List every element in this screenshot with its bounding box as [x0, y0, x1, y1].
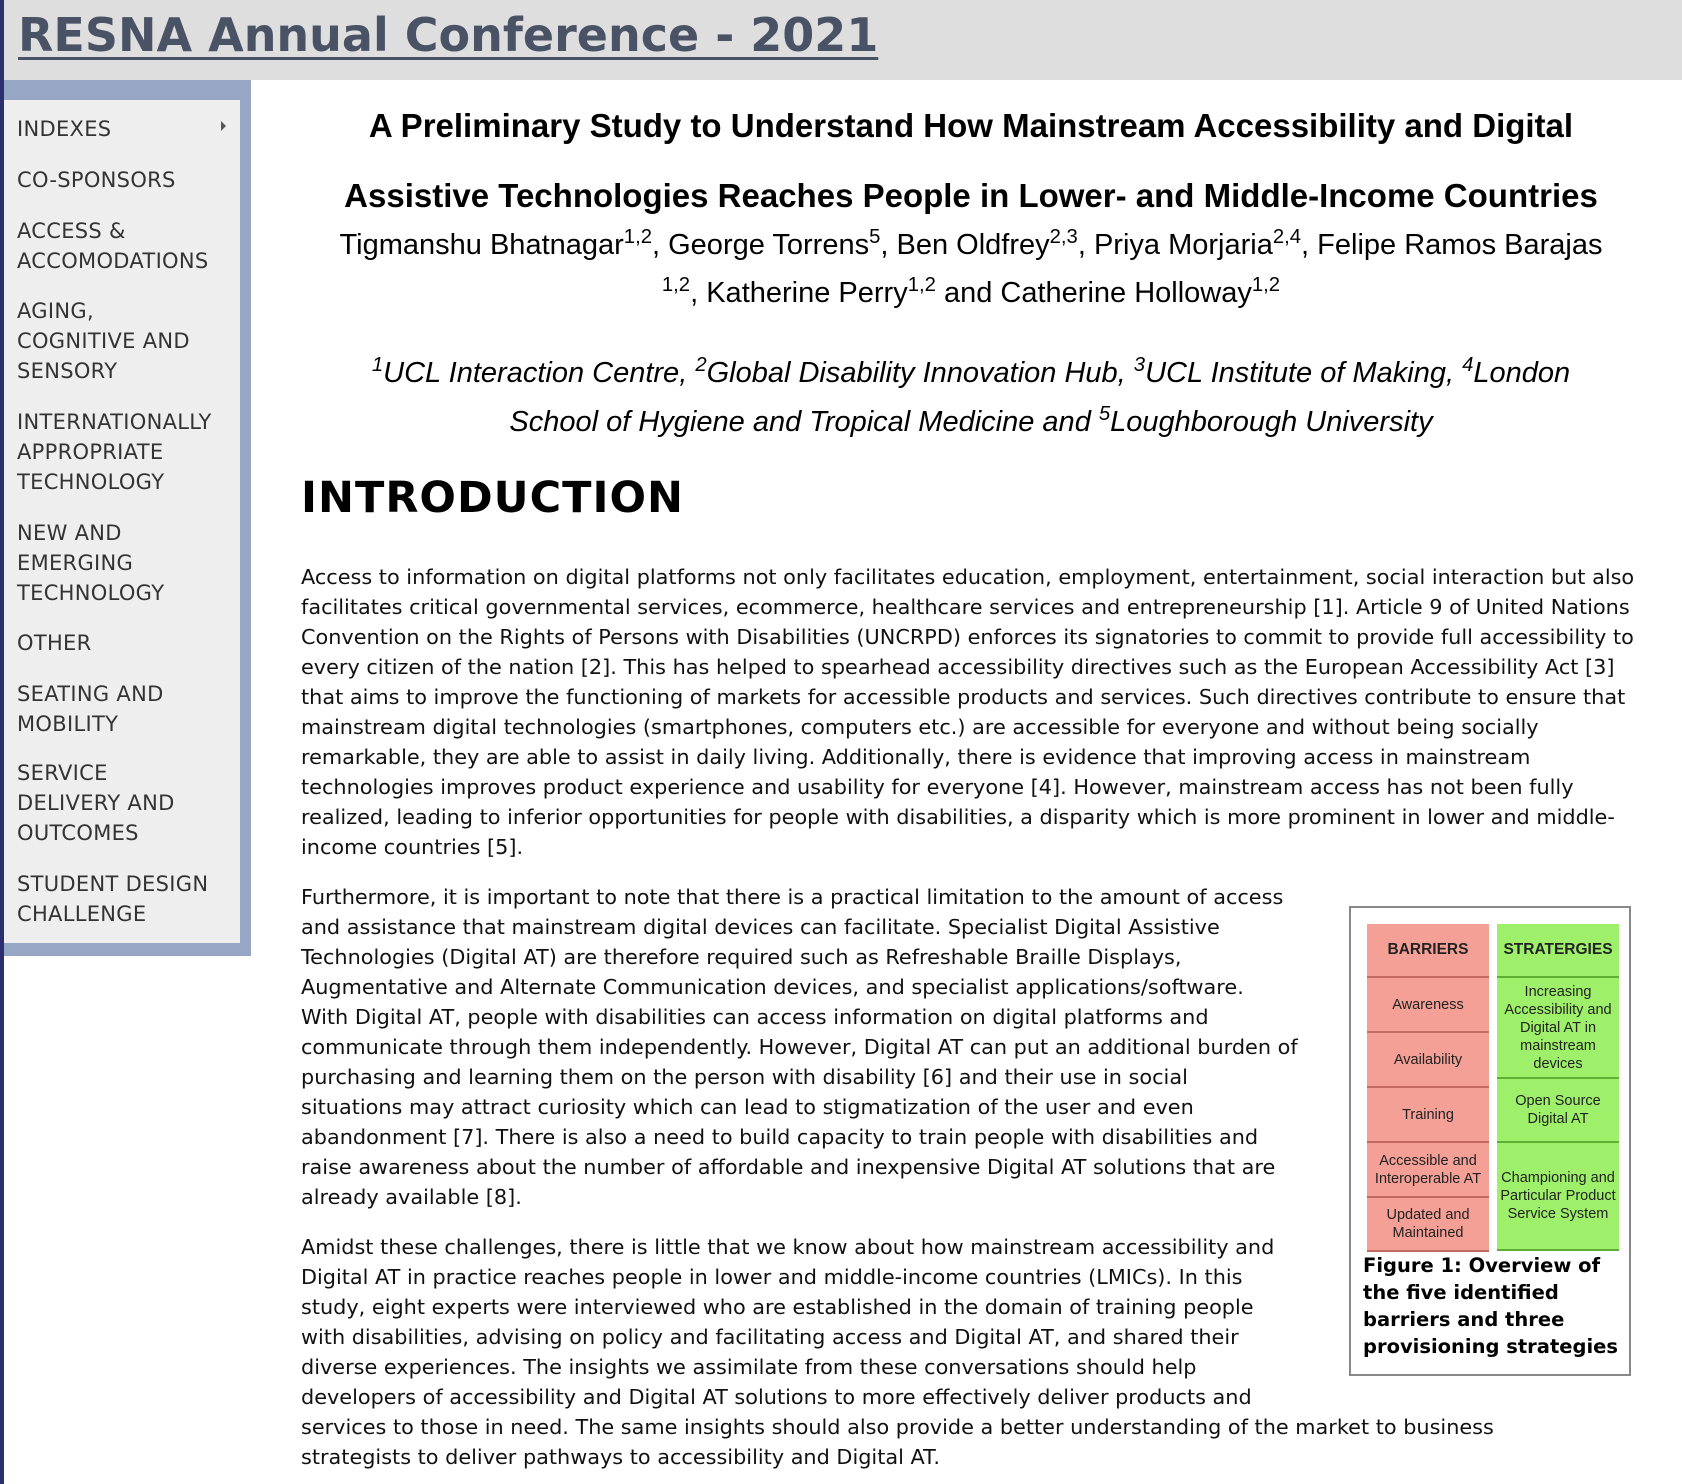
author-name: Ben Oldfrey: [896, 229, 1050, 261]
text-line: purchasing and learning them on the person with disability [6] and their use in social: [301, 1065, 1188, 1089]
author-name: Katherine Perry: [706, 277, 908, 309]
article-title-line1: A Preliminary Study to Understand How Mainstream Accessibility and Digital: [368, 107, 1574, 144]
text-line: strategists to deliver pathways to accessibility and Digital AT.: [301, 1445, 940, 1469]
sidebar-item-internationally-appropriate-technology[interactable]: [17, 407, 212, 497]
text-line: Amidst these challenges, there is little that we know about how mainstream accessibility and: [301, 1235, 1275, 1259]
affiliation-number: 4: [1462, 353, 1474, 376]
sidebar-item-student-design-challenge[interactable]: [17, 869, 208, 929]
author-name: Priya Morjaria: [1093, 229, 1273, 261]
article-title: [301, 91, 1641, 231]
author-list: Tigmanshu Bhatnagar$^{1,2}$, George Torrens$^5$, Ben Oldfrey$^{2,3}$, Priya Morjaria$^{2,4}$, Felipe Ramos Barajas $^{1,2}$, Katherine Perry$^{1,2}$ and Catherine Holloway$^{1,2}$: [339, 225, 1603, 309]
affiliation-number: 1: [371, 353, 384, 376]
sidebar-item-seating-and-mobility[interactable]: [17, 679, 164, 739]
author-affiliation-mark: 5: [869, 225, 881, 248]
submenu-arrow-icon: [221, 121, 226, 131]
strategy-cell: Increasing Accessibility and Digital AT in mainstream devices: [1497, 978, 1619, 1079]
affiliation-number: 3: [1133, 353, 1146, 376]
sidebar-item-new-and-emerging-technology[interactable]: [17, 518, 164, 608]
author-name: Tigmanshu Bhatnagar: [339, 229, 624, 261]
barrier-cell: Training: [1367, 1088, 1489, 1143]
sidebar-item-label-line: INDEXES: [17, 117, 112, 141]
text-line: Technologies (Digital AT) are therefore required such as Refreshable Braille Displays,: [301, 945, 1182, 969]
author-affiliation-mark: 1,2: [661, 273, 691, 296]
paragraph-1: Access to information on digital platforms not only facilitates education, employment, entertainment, social interaction but also facilitates critical governmental services, ecommerce, healthcare services and entrepreneurship [1]. Article 9 of United Nations Convention on the Rights of Persons with Disabilities (UNCRPD) enforces its signatories to commit to provide full accessibility to every citizen of the nation [2]. This has helped to spearhead accessibility directives such as the European Accessibility Act [3] that aims to improve the functioning of markets for accessible products and services. Such directives contribute to ensure that mainstream digital technologies (smartphones, computers etc.) are accessible for everyone and without being socially remarkable, they are able to assist in daily living. Additionally, there is evidence that improving access in mainstream technologies improves product experience and usability for everyone [4]. However, mainstream access has not been fully realized, leading to inferior opportunities for people with disabilities, a disparity which is more prominent in lower and middle-income countries [5].: [301, 565, 1635, 859]
barrier-cell: Updated and Maintained: [1367, 1198, 1489, 1252]
sidebar-item-label-line: TECHNOLOGY: [17, 470, 165, 494]
text-line: Augmentative and Alternate Communication devices, and specialist applications/software.: [301, 975, 1244, 999]
sidebar-item-label-line: ACCESS &: [17, 219, 126, 243]
affiliation-name: Global Disability Innovation Hub: [706, 357, 1118, 389]
author-name: George Torrens: [668, 229, 870, 261]
affiliation-name: UCL Institute of Making: [1145, 357, 1446, 389]
sidebar-item-label-line: STUDENT DESIGN: [17, 872, 209, 896]
text-line: With Digital AT, people with disabilities can access information on digital platforms and: [301, 1005, 1209, 1029]
author-affiliation-mark: 1,2: [1251, 273, 1281, 296]
sidebar-item-indexes[interactable]: [17, 114, 111, 144]
sidebar-item-service-delivery-and-outcomes[interactable]: [17, 758, 175, 848]
sidebar-item-label-line: EMERGING: [17, 551, 134, 575]
sidebar-item-access-accomodations[interactable]: [17, 216, 209, 276]
affiliation-name: UCL Interaction Centre: [383, 357, 680, 389]
text-line: diverse experiences. The insights we assimilate from these conversations should help: [301, 1355, 1197, 1379]
sidebar-item-label-line: APPROPRIATE: [17, 440, 164, 464]
figure-1: [1349, 906, 1631, 1376]
figure-caption: Figure 1: Overview of the five identified barriers and three provisioning strategies: [1363, 1254, 1618, 1358]
text-line: communicate through them independently. However, Digital AT can put an additional burden of: [301, 1035, 1298, 1059]
text-line: Digital AT in practice reaches people in lower and middle-income countries (LMICs). In this: [301, 1265, 1243, 1289]
author-affiliation-mark: 2,4: [1272, 225, 1302, 248]
sidebar-item-label-line: SENSORY: [17, 359, 118, 383]
author-name: Felipe Ramos Barajas: [1317, 229, 1603, 261]
section-heading-introduction: INTRODUCTION: [301, 473, 685, 523]
site-title-link[interactable]: RESNA Annual Conference - 2021: [18, 8, 879, 62]
sidebar-item-label-line: OTHER: [17, 631, 92, 655]
text-line: raise awareness about the number of affordable and inexpensive Digital AT solutions that are: [301, 1155, 1276, 1179]
author-affiliation-mark: 1,2: [907, 273, 936, 296]
article-title-line2: Assistive Technologies Reaches People in Lower- and Middle-Income Countries: [344, 177, 1598, 214]
text-line: abandonment [7]. There is also a need to build capacity to train people with disabilities and: [301, 1125, 1259, 1149]
sidebar-item-label-line: AGING,: [17, 299, 94, 323]
author-name: Catherine Holloway: [1000, 277, 1252, 309]
affiliation-name: London School of Hygiene and Tropical Medicine: [509, 357, 1571, 438]
sidebar-item-label-line: CO-SPONSORS: [17, 168, 176, 192]
text-line: situations may attract curiosity which can lead to stigmatization of the user and even: [301, 1095, 1194, 1119]
strategy-cell: Open Source Digital AT: [1497, 1079, 1619, 1143]
text-line: developers of accessibility and Digital AT solutions to more effectively deliver products and: [301, 1385, 1252, 1409]
sidebar-item-label-line: OUTCOMES: [17, 821, 139, 845]
sidebar-item-label-line: TECHNOLOGY: [17, 581, 165, 605]
author-affiliation-mark: 2,3: [1049, 225, 1078, 248]
sidebar-item-label-line: INTERNATIONALLY: [17, 410, 212, 434]
sidebar-item-label-line: NEW AND: [17, 521, 122, 545]
affiliation-name: Loughborough University: [1110, 406, 1433, 438]
sidebar-item-other[interactable]: [17, 628, 92, 658]
barrier-cell: Availability: [1367, 1033, 1489, 1088]
text-line: Furthermore, it is important to note that there is a practical limitation to the amount of access: [301, 885, 1284, 909]
sidebar-item-label-line: ACCOMODATIONS: [17, 249, 209, 273]
site-header: [4, 0, 1682, 80]
sidebar-item-label-line: MOBILITY: [17, 712, 119, 736]
sidebar-item-label-line: SERVICE: [17, 761, 108, 785]
text-line: already available [8].: [301, 1185, 522, 1209]
author-affiliation-mark: 1,2: [623, 225, 652, 248]
sidebar-item-co-sponsors[interactable]: [17, 165, 176, 195]
strategy-cell: Championing and Particular Product Service System: [1497, 1143, 1619, 1251]
sidebar-item-label-line: DELIVERY AND: [17, 791, 175, 815]
barrier-cell: Awareness: [1367, 978, 1489, 1033]
sidebar-item-label-line: COGNITIVE AND: [17, 329, 190, 353]
barrier-cell: Accessible and Interoperable AT: [1367, 1143, 1489, 1198]
affiliation-number: 5: [1098, 402, 1111, 425]
affiliation-number: 2: [695, 353, 707, 376]
affiliation-list: $^1$UCL Interaction Centre, $^2$Global Disability Innovation Hub, $^3$UCL Institute of Making, $^4$London School of Hygiene and Tropical Medicine and $^5$Loughborough University: [371, 353, 1571, 438]
text-line: services to those in need. The same insights should also provide a better understanding of the market to business: [301, 1415, 1494, 1439]
text-line: study, eight experts were interviewed who are established in the domain of training people: [301, 1295, 1254, 1319]
text-line: with disabilities, advising on policy and facilitating access and Digital AT, and shared their: [301, 1325, 1239, 1349]
barriers-header: BARRIERS: [1367, 924, 1489, 978]
sidebar-item-aging-cognitive-and-sensory[interactable]: [17, 296, 190, 386]
sidebar-item-label-line: CHALLENGE: [17, 902, 147, 926]
text-line: and assistance that mainstream digital devices can facilitate. Specialist Digital Assistive: [301, 915, 1220, 939]
sidebar-item-label-line: SEATING AND: [17, 682, 164, 706]
strategies-header: STRATERGIES: [1497, 924, 1619, 978]
paragraph-2: [301, 882, 1331, 1212]
